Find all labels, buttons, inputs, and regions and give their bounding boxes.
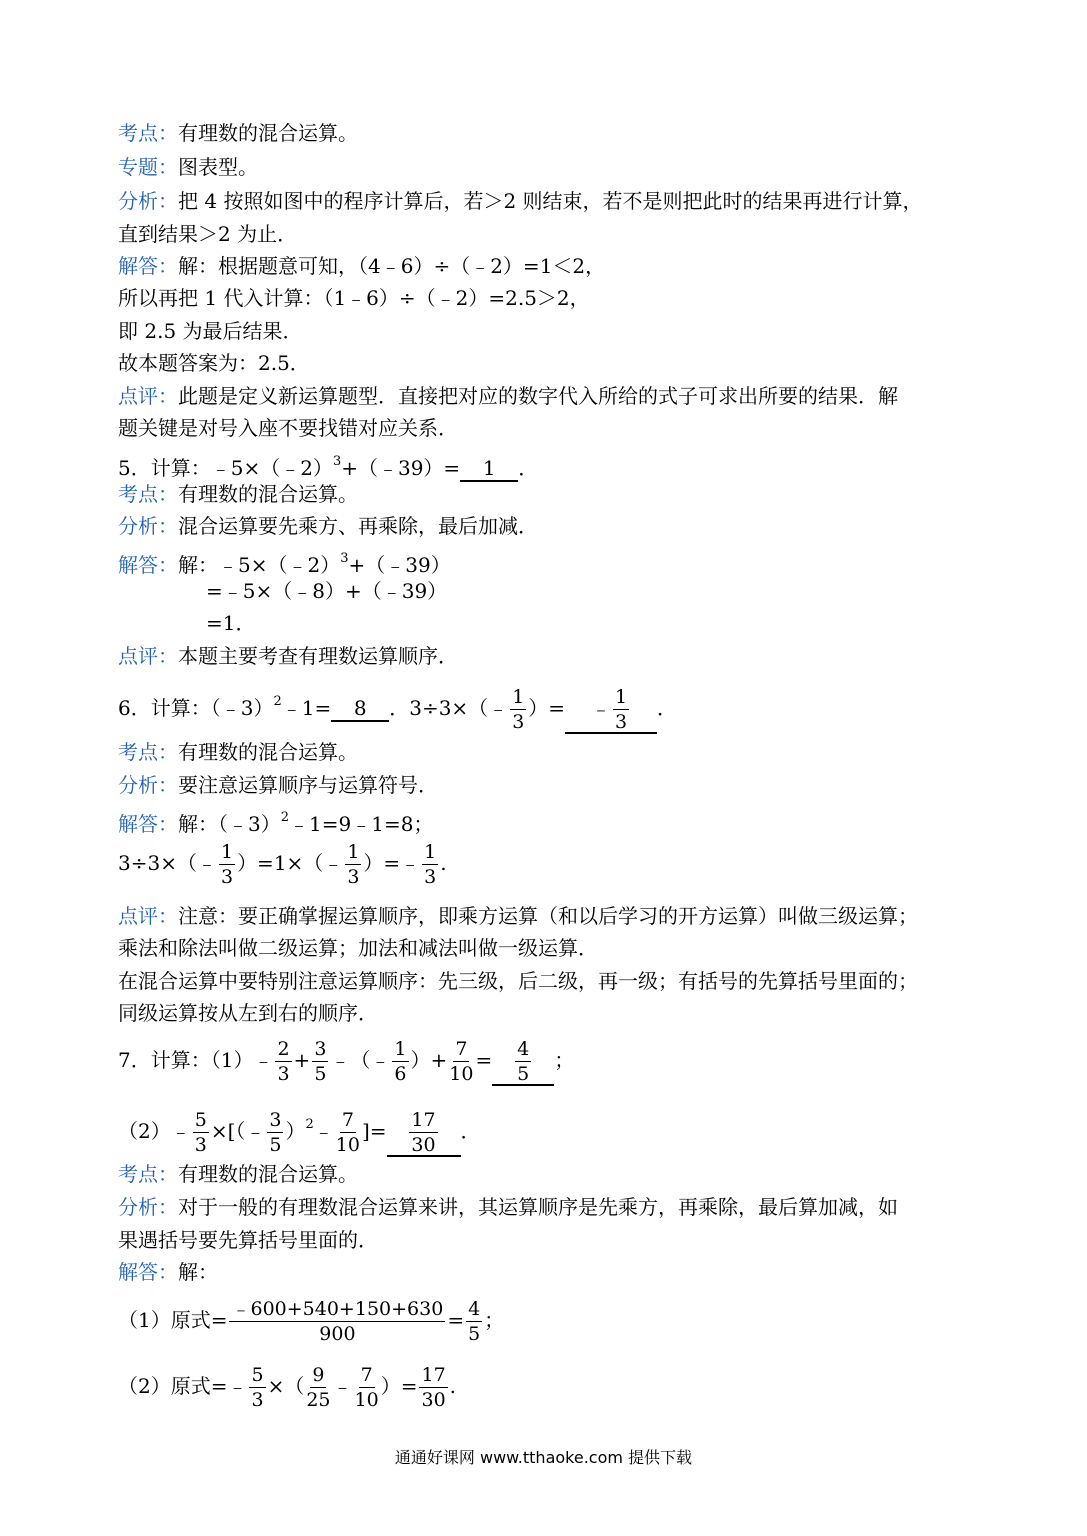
fenxi-label: 分析：: [118, 1195, 178, 1219]
solution-end: ；: [484, 1308, 505, 1332]
q7-stem2-text-5: ]=: [361, 1119, 387, 1143]
q7-stem-1: 7．计算：（1）﹣ $\frac{2}{3}$ + $\frac{3}{5}$ ﹣（﹣ $\frac{1}{6}$ ）+ $\frac{7}{10}$ = $\frac{4}{5}$ ；: [118, 1037, 575, 1085]
q7-solution-1: [118, 1296, 504, 1344]
q5-stem-text: 5．计算：﹣5×（﹣2）: [118, 456, 333, 480]
q7-jieda-line: [118, 1257, 218, 1287]
answer-sign: ﹣: [591, 696, 611, 720]
q6-jieda-line-2: [118, 841, 447, 887]
q6-stem-text-2: ﹣1=: [281, 696, 332, 720]
q5-stem-text-2: +（﹣39）=: [341, 456, 461, 480]
q5-kaodian-line: [118, 479, 358, 509]
solution2-text-4: ）=: [380, 1374, 418, 1398]
denominator: 5: [269, 1133, 282, 1156]
fenxi-label: 分析：: [118, 189, 178, 213]
denominator: 3: [220, 865, 234, 888]
q5-stem: [118, 447, 538, 483]
fenxi-text: 混合运算要先乘方、再乘除，最后加减．: [178, 514, 538, 538]
denominator: 900: [319, 1322, 356, 1345]
numerator: 1: [424, 840, 437, 863]
kaodian-label: 考点：: [118, 740, 178, 764]
expr-text-3: ）=﹣: [363, 851, 421, 875]
jieda-text: 解：﹣5×（﹣2）: [178, 553, 341, 577]
expr-text-2: ）=1×（﹣: [237, 851, 344, 875]
solution-text-2: =: [447, 1308, 465, 1332]
jieda-text-2: +（﹣39）: [348, 553, 451, 577]
numerator: 3: [269, 1108, 282, 1131]
solution2-end: .: [449, 1374, 457, 1398]
q6-stem: [118, 680, 677, 734]
fraction: [422, 840, 438, 888]
numerator: 5: [194, 1108, 207, 1131]
q6-dianping-line: [118, 901, 918, 931]
q6-jieda-line: [118, 803, 433, 839]
fraction: [354, 1363, 379, 1411]
numerator: 1: [220, 840, 234, 863]
q7-stem-2: [118, 1101, 481, 1157]
kaodian-text: 有理数的混合运算。: [178, 482, 358, 506]
jieda-text-2: ﹣1=9﹣1=8；: [289, 812, 434, 836]
kaodian-label: 考点：: [118, 482, 178, 506]
jieda-label: 解答：: [118, 254, 178, 278]
fraction: [335, 1108, 360, 1156]
q5-dianping-line: [118, 641, 458, 671]
denominator: 5: [314, 1062, 327, 1085]
numerator: 7: [360, 1363, 373, 1386]
zhuanti-line: [118, 152, 258, 182]
page-footer: 通通好课网 www.tthaoke.com 提供下载: [394, 1448, 693, 1467]
denominator: 3: [615, 710, 628, 733]
numerator: 4: [517, 1037, 530, 1060]
numerator: 7: [455, 1037, 468, 1060]
numerator: 1: [512, 685, 525, 708]
jieda-line-2: 所以再把 1 代入计算：（1﹣6）÷（﹣2）=2.5＞2，: [118, 286, 590, 310]
jieda-line-4: 故本题答案为：2.5．: [118, 351, 310, 375]
q5-jieda-line: [118, 544, 451, 580]
fraction: [219, 840, 235, 888]
q6-stem-mid: ．3÷3×（﹣: [389, 696, 509, 720]
q6-stem-text-3: ）=: [528, 696, 566, 720]
denominator: 30: [411, 1133, 436, 1156]
kaodian-text: 有理数的混合运算。: [178, 740, 358, 764]
q5-fenxi-line: [118, 511, 538, 541]
fraction: [306, 1363, 331, 1411]
jieda-text: 解：（﹣3）: [178, 812, 281, 836]
q7-stem2-text-3: ）: [285, 1119, 306, 1143]
fraction: [229, 1297, 445, 1345]
solution-text: （1）原式=: [118, 1308, 228, 1332]
q5-answer: 1: [460, 456, 518, 482]
kaodian-text: 有理数的混合运算。: [178, 1162, 358, 1186]
dianping-text: 此题是定义新运算题型．直接把对应的数字代入所给的式子可求出所要的结果．解: [178, 384, 898, 408]
jieda-exponent: 2: [280, 810, 290, 825]
q6-kaodian-line: [118, 737, 358, 767]
q6-answer-1: 8: [331, 696, 389, 722]
dianping-line: [118, 381, 898, 411]
denominator: 30: [421, 1388, 446, 1411]
fenxi-label: 分析：: [118, 514, 178, 538]
fenxi-line-2: 直到结果＞2 为止．: [118, 222, 298, 246]
dianping-label: 点评：: [118, 644, 178, 668]
answer-fraction: [515, 1037, 531, 1085]
q7-stem-end: ；: [554, 1048, 575, 1072]
fraction: [312, 1037, 328, 1085]
denominator: 3: [277, 1062, 290, 1085]
answer-fraction: [613, 685, 629, 733]
q7-answer-1: [492, 1037, 554, 1086]
kaodian-line: [118, 118, 358, 148]
fraction: [466, 1297, 482, 1345]
jieda-exponent: 3: [340, 551, 349, 566]
numerator: 1: [394, 1037, 407, 1060]
q5-stem-end: ．: [518, 456, 539, 480]
fraction: [193, 1108, 209, 1156]
q7-answer-2: [387, 1108, 461, 1157]
q7-stem2-text: （2）﹣: [118, 1119, 191, 1143]
q6-dianping-line-3: 在混合运算中要特别注意运算顺序：先三级，后二级，再一级；有括号的先算括号里面的；: [118, 969, 918, 993]
kaodian-text: 有理数的混合运算。: [178, 121, 358, 145]
numerator: 1: [347, 840, 360, 863]
solution2-text-3: ﹣: [332, 1374, 353, 1398]
denominator: 3: [347, 865, 360, 888]
q6-fraction: [510, 685, 526, 733]
numerator: 17: [411, 1108, 436, 1131]
q6-answer-2: [565, 685, 657, 734]
q5-exponent: 3: [332, 454, 342, 469]
denominator: 25: [306, 1388, 331, 1411]
q7-stem2-text-2: ×[（﹣: [210, 1119, 266, 1143]
q7-stem2-text-4: ﹣: [313, 1119, 334, 1143]
q6-exponent: 2: [273, 694, 282, 709]
fraction: [419, 1363, 447, 1411]
fraction: [449, 1037, 474, 1085]
q7-kaodian-line: [118, 1159, 358, 1189]
q7-exponent: 2: [305, 1117, 314, 1132]
numerator: ﹣600+540+150+630: [231, 1297, 444, 1320]
kaodian-label: 考点：: [118, 1162, 178, 1186]
answer-fraction: [409, 1108, 437, 1156]
numerator: 5: [251, 1363, 264, 1386]
denominator: 10: [449, 1062, 474, 1085]
fraction: [249, 1363, 265, 1411]
jieda-label: 解答：: [118, 553, 178, 577]
denominator: 10: [335, 1133, 360, 1156]
dianping-text: 本题主要考查有理数运算顺序．: [178, 644, 458, 668]
q6-dianping-line-4: 同级运算按从左到右的顺序．: [118, 1001, 378, 1025]
expr-text: 3÷3×（﹣: [118, 851, 217, 875]
jieda-text: 解：: [178, 1260, 218, 1284]
q6-fenxi-line: [118, 770, 438, 800]
q6-dianping-line-2: 乘法和除法叫做二级运算；加法和减法叫做一级运算．: [118, 936, 598, 960]
jieda-label: 解答：: [118, 1260, 178, 1284]
q7-stem2-end: ．: [460, 1119, 481, 1143]
fraction: [267, 1108, 283, 1156]
jieda-line: [118, 251, 605, 281]
denominator: 5: [468, 1322, 481, 1345]
fenxi-text: 把 4 按照如图中的程序计算后，若＞2 则结束，若不是则把此时的结果再进行计算，: [178, 189, 923, 213]
numerator: 9: [312, 1363, 325, 1386]
q7-stem-text-2: ﹣（﹣: [330, 1048, 391, 1072]
zhuanti-label: 专题：: [118, 155, 178, 179]
denominator: 3: [251, 1388, 264, 1411]
numerator: 4: [468, 1297, 481, 1320]
q6-stem-end: ．: [657, 696, 678, 720]
fenxi-text: 对于一般的有理数混合运算来讲，其运算顺序是先乘方，再乘除，最后算加减，如: [178, 1195, 898, 1219]
jieda-line-3: 即 2.5 为最后结果．: [118, 319, 303, 343]
solution2-text-2: ×（: [267, 1374, 305, 1398]
jieda-label: 解答：: [118, 812, 178, 836]
denominator: 10: [354, 1388, 379, 1411]
q7-stem-text-3: ）+: [410, 1048, 448, 1072]
expr-end: .: [440, 851, 447, 875]
dianping-label: 点评：: [118, 904, 178, 928]
numerator: 7: [341, 1108, 354, 1131]
dianping-label: 点评：: [118, 384, 178, 408]
dianping-line-2: 题关键是对号入座不要找错对应关系．: [118, 416, 458, 440]
q5-step-3: =1．: [206, 611, 256, 635]
dianping-text: 注意：要正确掌握运算顺序，即乘方运算（和以后学习的开方运算）叫做三级运算；: [178, 904, 918, 928]
q7-fenxi-line-2: 果遇括号要先算括号里面的．: [118, 1228, 378, 1252]
kaodian-label: 考点：: [118, 121, 178, 145]
fraction: [392, 1037, 408, 1085]
fenxi-line: [118, 186, 923, 216]
fraction: [275, 1037, 291, 1085]
numerator: 17: [421, 1363, 446, 1386]
fenxi-text: 要注意运算顺序与运算符号．: [178, 773, 438, 797]
numerator: 2: [277, 1037, 290, 1060]
denominator: 6: [394, 1062, 407, 1085]
denominator: 3: [194, 1133, 207, 1156]
q7-fenxi-line: [118, 1192, 898, 1222]
numerator: 3: [314, 1037, 327, 1060]
denominator: 5: [517, 1062, 530, 1085]
numerator: 1: [615, 685, 628, 708]
denominator: 3: [512, 710, 525, 733]
fenxi-label: 分析：: [118, 773, 178, 797]
zhuanti-text: 图表型。: [178, 155, 258, 179]
q6-stem-text: 6．计算：（﹣3）: [118, 696, 274, 720]
q5-step-2: =﹣5×（﹣8）+（﹣39）: [206, 579, 448, 603]
fraction: [345, 840, 361, 888]
jieda-text: 解：根据题意可知，（4﹣6）÷（﹣2）=1＜2，: [178, 254, 606, 278]
denominator: 3: [424, 865, 437, 888]
solution2-text: （2）原式=﹣: [118, 1374, 248, 1398]
q7-stem-text: 7．计算：（1）﹣: [118, 1048, 274, 1072]
q7-solution-2: [118, 1362, 456, 1410]
